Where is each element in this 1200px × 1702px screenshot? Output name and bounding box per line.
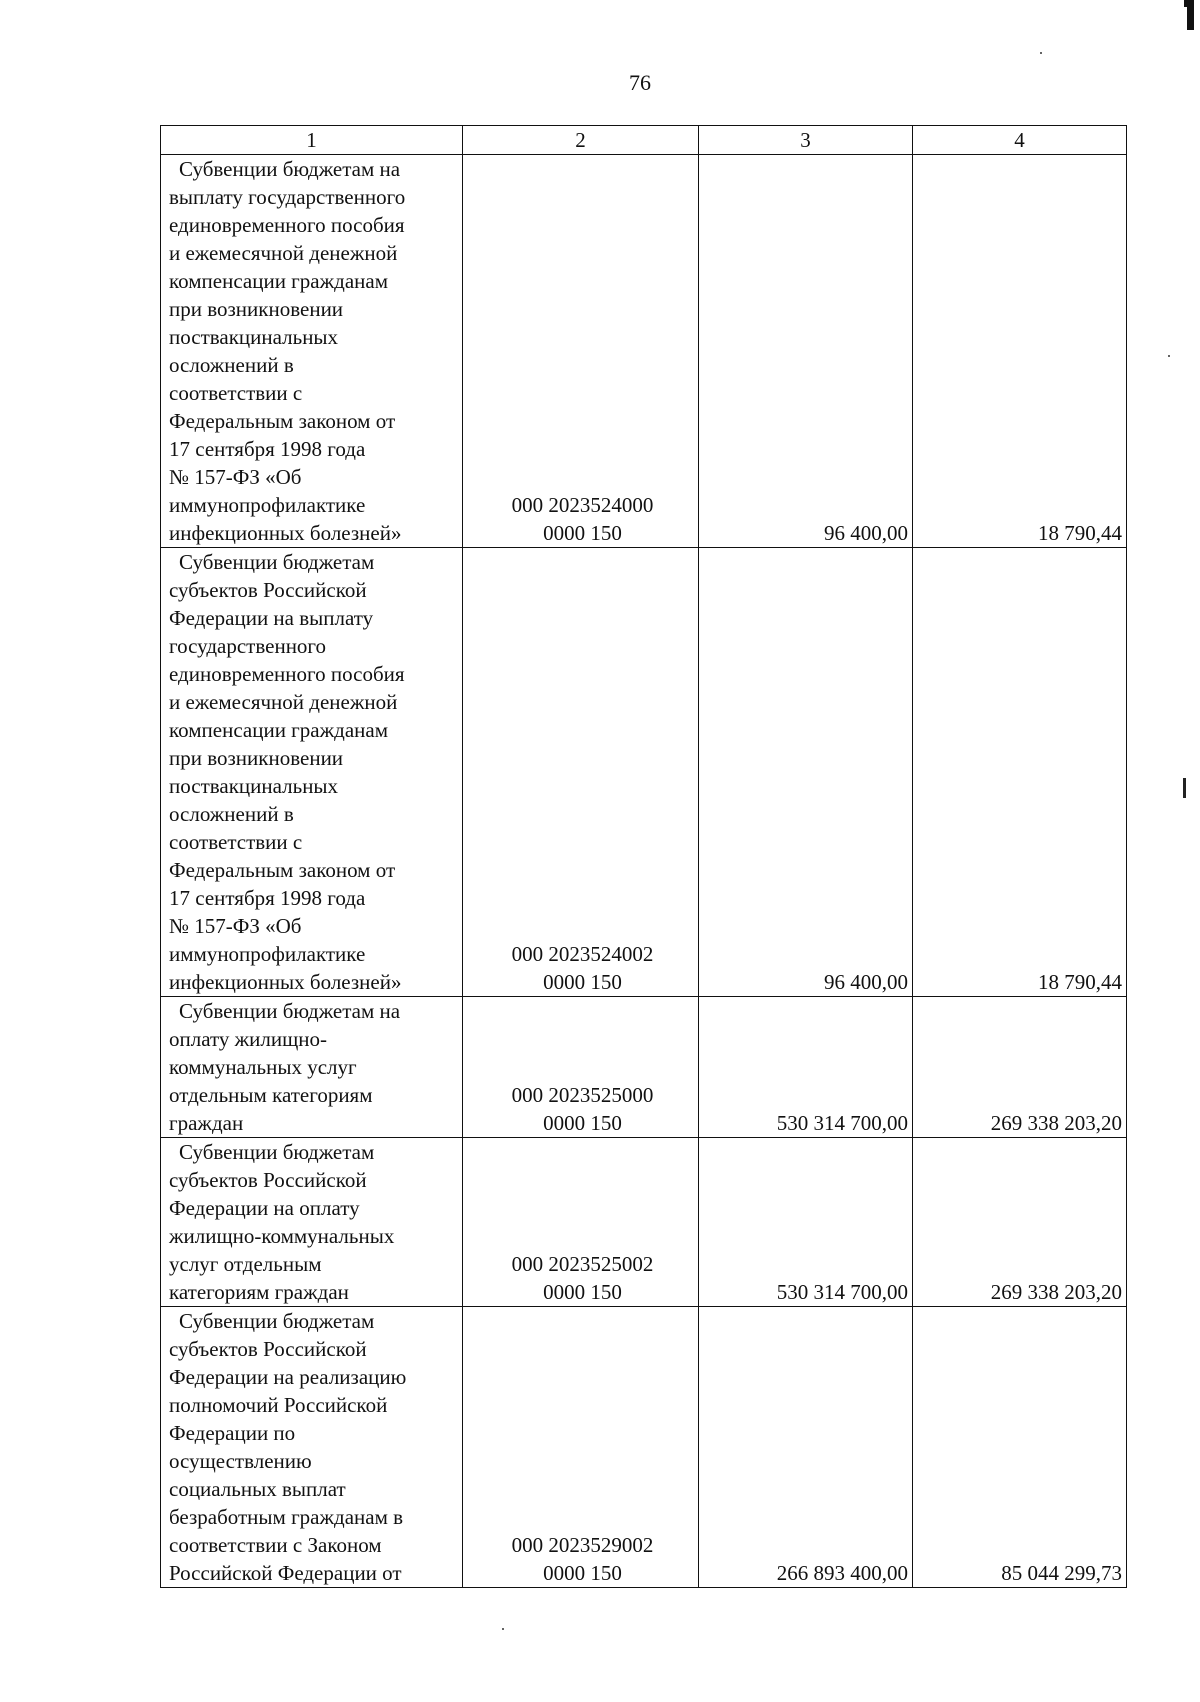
description-line: при возникновении — [169, 746, 344, 770]
budget-code-line: 000 2023525002 — [511, 1252, 654, 1276]
description-line: инфекционных болезней» — [169, 970, 402, 994]
row-description — [161, 1307, 463, 1588]
table-row — [161, 997, 1127, 1138]
row-description — [161, 155, 463, 548]
description-line: соответствии с Законом — [169, 1533, 382, 1557]
amount-column-4: 18 790,44 — [913, 155, 1127, 548]
scan-speck — [1040, 52, 1042, 54]
row-description — [161, 1138, 463, 1307]
scan-corner-mark — [1184, 0, 1194, 30]
description-line: компенсации гражданам — [169, 269, 388, 293]
description-line: Федерации на реализацию — [169, 1365, 407, 1389]
budget-table — [160, 125, 1127, 1588]
description-line: осуществлению — [169, 1449, 312, 1473]
description-line: поствакцинальных — [169, 774, 339, 798]
budget-code-line: 0000 150 — [543, 970, 622, 994]
description-line: государственного — [169, 634, 327, 658]
description-line: соответствии с — [169, 381, 303, 405]
description-line: категориям граждан — [169, 1280, 349, 1304]
description-line: иммунопрофилактике — [169, 942, 366, 966]
table-row — [161, 1307, 1127, 1588]
amount-column-3: 96 400,00 — [699, 155, 913, 548]
description-line: Субвенции бюджетам на — [179, 157, 401, 181]
scan-edge-mark — [1183, 778, 1186, 798]
description-line: соответствии с — [169, 830, 303, 854]
page-number: 76 — [629, 70, 651, 95]
description-line: Федеральным законом от — [169, 858, 396, 882]
budget-code-line: 0000 150 — [543, 521, 622, 545]
description-line: и ежемесячной денежной — [169, 690, 398, 714]
amount-column-4: 269 338 203,20 — [913, 997, 1127, 1138]
description-line: поствакцинальных — [169, 325, 339, 349]
description-line: при возникновении — [169, 297, 344, 321]
description-line: осложнений в — [169, 353, 294, 377]
description-line: Субвенции бюджетам на — [179, 999, 401, 1023]
budget-code-line: 0000 150 — [543, 1280, 622, 1304]
description-line: Федерации на оплату — [169, 1196, 360, 1220]
amount-column-3: 530 314 700,00 — [699, 997, 913, 1138]
description-line: субъектов Российской — [169, 1337, 367, 1361]
description-line: оплату жилищно- — [169, 1027, 328, 1051]
description-line: полномочий Российской — [169, 1393, 388, 1417]
column-header: 2 — [463, 126, 699, 155]
description-line: 17 сентября 1998 года — [169, 437, 366, 461]
description-line: Федерации по — [169, 1421, 296, 1445]
budget-code — [463, 1138, 699, 1307]
description-line: и ежемесячной денежной — [169, 241, 398, 265]
scan-speck — [1168, 355, 1170, 357]
description-line: услуг отдельным — [169, 1252, 322, 1276]
description-line: компенсации гражданам — [169, 718, 388, 742]
table-row — [161, 548, 1127, 997]
scan-speck — [502, 1628, 504, 1630]
amount-column-4: 269 338 203,20 — [913, 1138, 1127, 1307]
budget-code-line: 0000 150 — [543, 1561, 622, 1585]
description-line: субъектов Российской — [169, 578, 367, 602]
amount-column-3: 530 314 700,00 — [699, 1138, 913, 1307]
budget-code-line: 000 2023529002 — [511, 1533, 654, 1557]
budget-code-line: 000 2023524000 — [511, 493, 654, 517]
budget-code-line: 0000 150 — [543, 1111, 622, 1135]
budget-code — [463, 997, 699, 1138]
description-line: Субвенции бюджетам — [179, 550, 375, 574]
budget-code — [463, 548, 699, 997]
row-description — [161, 548, 463, 997]
description-line: осложнений в — [169, 802, 294, 826]
description-line: коммунальных услуг — [169, 1055, 357, 1079]
budget-code-line: 000 2023524002 — [511, 942, 654, 966]
description-line: отдельным категориям — [169, 1083, 373, 1107]
row-description — [161, 997, 463, 1138]
table-row — [161, 1138, 1127, 1307]
description-line: Российской Федерации от — [169, 1561, 402, 1585]
description-line: жилищно-коммунальных — [169, 1224, 395, 1248]
table-row — [161, 155, 1127, 548]
description-line: Федерации на выплату — [169, 606, 374, 630]
description-line: № 157-ФЗ «Об — [169, 914, 302, 938]
description-line: Субвенции бюджетам — [179, 1140, 375, 1164]
description-line: 17 сентября 1998 года — [169, 886, 366, 910]
description-line: № 157-ФЗ «Об — [169, 465, 302, 489]
description-line: безработным гражданам в — [169, 1505, 404, 1529]
column-header: 1 — [161, 126, 463, 155]
description-line: Федеральным законом от — [169, 409, 396, 433]
amount-column-3: 96 400,00 — [699, 548, 913, 997]
description-line: выплату государственного — [169, 185, 406, 209]
description-line: инфекционных болезней» — [169, 521, 402, 545]
description-line: иммунопрофилактике — [169, 493, 366, 517]
amount-column-4: 85 044 299,73 — [913, 1307, 1127, 1588]
amount-column-3: 266 893 400,00 — [699, 1307, 913, 1588]
description-line: социальных выплат — [169, 1477, 346, 1501]
description-line: субъектов Российской — [169, 1168, 367, 1192]
budget-code — [463, 1307, 699, 1588]
description-line: Субвенции бюджетам — [179, 1309, 375, 1333]
amount-column-4: 18 790,44 — [913, 548, 1127, 997]
column-header: 4 — [913, 126, 1127, 155]
budget-code — [463, 155, 699, 548]
column-header: 3 — [699, 126, 913, 155]
description-line: единовременного пособия — [169, 662, 405, 686]
description-line: граждан — [169, 1111, 244, 1135]
table-header-row — [161, 126, 1127, 155]
budget-code-line: 000 2023525000 — [511, 1083, 654, 1107]
description-line: единовременного пособия — [169, 213, 405, 237]
